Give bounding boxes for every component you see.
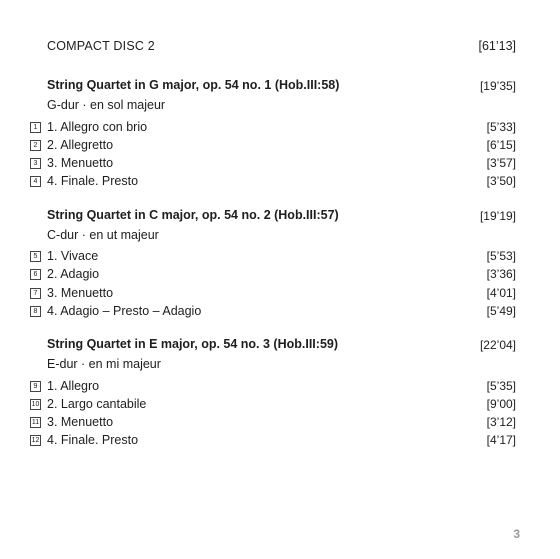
track-duration: [3’12] bbox=[486, 415, 516, 429]
track-duration: [3’57] bbox=[486, 156, 516, 170]
track-number-badge: 8 bbox=[30, 306, 41, 317]
track-number-badge: 5 bbox=[30, 251, 41, 262]
disc-duration: [61’13] bbox=[478, 39, 516, 53]
track-duration: [5’53] bbox=[486, 249, 516, 263]
track-duration: [4’01] bbox=[486, 286, 516, 300]
track-number-badge: 1 bbox=[30, 122, 41, 133]
track-number-badge: 12 bbox=[31, 437, 40, 444]
track-number-badge: 4 bbox=[30, 176, 41, 187]
work-title: String Quartet in E major, op. 54 no. 3 (Hob.III:59) bbox=[47, 337, 339, 351]
track-title: 3. Menuetto bbox=[47, 156, 114, 170]
track-number-badge: 10 bbox=[31, 401, 40, 408]
work-title: String Quartet in G major, op. 54 no. 1 (Hob.III:58) bbox=[47, 78, 340, 92]
track-title: 4. Finale. Presto bbox=[47, 174, 139, 188]
track-duration: [6’15] bbox=[486, 138, 516, 152]
track-title: 2. Adagio bbox=[47, 267, 100, 281]
work-subtitle: G-dur · en sol majeur bbox=[47, 98, 166, 112]
work-duration: [19’35] bbox=[479, 79, 516, 93]
track-title: 4. Finale. Presto bbox=[47, 433, 139, 447]
track-title: 1. Vivace bbox=[47, 249, 99, 263]
track-title: 3. Menuetto bbox=[47, 415, 114, 429]
work-duration: [22’04] bbox=[479, 338, 516, 352]
track-number-badge: 2 bbox=[30, 140, 41, 151]
track-duration: [5’33] bbox=[486, 120, 516, 134]
track-title: 2. Allegretto bbox=[47, 138, 114, 152]
track-title: 4. Adagio – Presto – Adagio bbox=[47, 304, 202, 318]
track-title: 1. Allegro bbox=[47, 379, 100, 393]
track-title: 1. Allegro con brio bbox=[47, 120, 148, 134]
track-title: 2. Largo cantabile bbox=[47, 397, 147, 411]
work-subtitle: C-dur · en ut majeur bbox=[47, 228, 159, 242]
track-duration: [5’49] bbox=[486, 304, 516, 318]
track-duration: [9’00] bbox=[486, 397, 516, 411]
track-duration: [5’35] bbox=[486, 379, 516, 393]
work-duration: [19’19] bbox=[479, 209, 516, 223]
track-number-badge: 6 bbox=[30, 269, 41, 280]
track-number-badge: 9 bbox=[30, 381, 41, 392]
page-number: 3 bbox=[513, 527, 520, 541]
track-title: 3. Menuetto bbox=[47, 286, 114, 300]
disc-title: COMPACT DISC 2 bbox=[47, 39, 155, 53]
track-duration: [3’50] bbox=[486, 174, 516, 188]
work-title: String Quartet in C major, op. 54 no. 2 (Hob.III:57) bbox=[47, 208, 339, 222]
track-number-badge: 11 bbox=[31, 419, 40, 426]
track-duration: [4’17] bbox=[486, 433, 516, 447]
track-number-badge: 3 bbox=[30, 158, 41, 169]
work-subtitle: E-dur · en mi majeur bbox=[47, 357, 161, 371]
track-duration: [3’36] bbox=[486, 267, 516, 281]
track-number-badge: 7 bbox=[30, 288, 41, 299]
